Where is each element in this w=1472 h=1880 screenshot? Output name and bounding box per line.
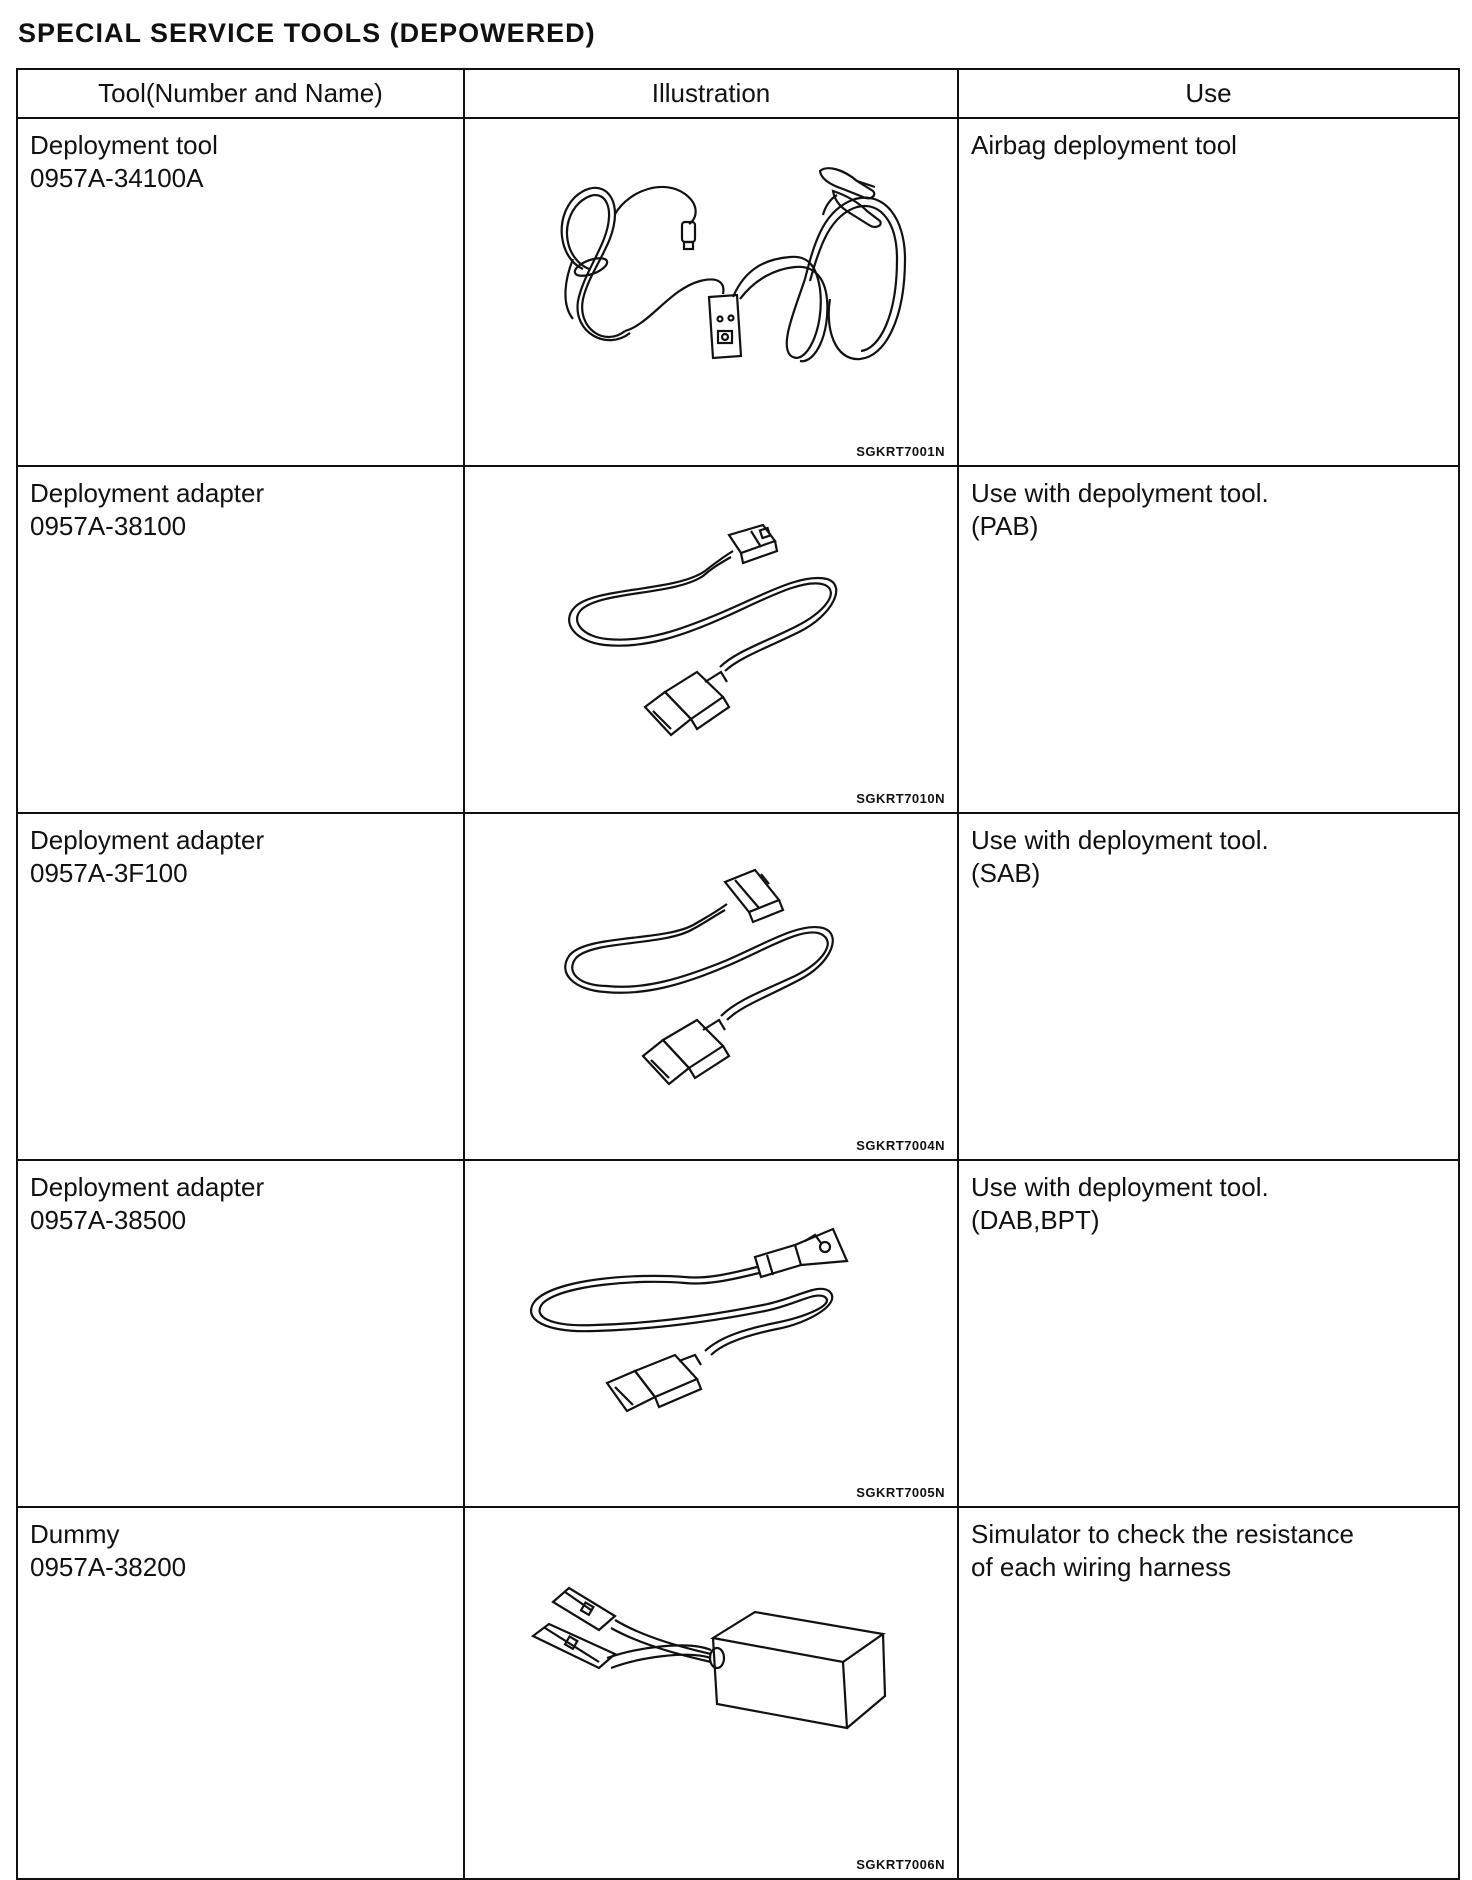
use-text: Simulator to check the resistance — [971, 1519, 1354, 1549]
illustration-cell — [464, 813, 958, 1160]
illustration-cell — [464, 466, 958, 813]
use-text: (PAB) — [971, 511, 1039, 541]
tool-name: Dummy — [30, 1519, 120, 1549]
adapter-cable-icon — [465, 467, 959, 802]
figure-code: SGKRT7004N — [856, 1138, 945, 1153]
table-row — [17, 118, 1459, 466]
tool-number: 0957A-38100 — [30, 511, 187, 541]
illustration-cell — [464, 1160, 958, 1507]
use-cell — [958, 1160, 1459, 1507]
figure-code: SGKRT7005N — [856, 1485, 945, 1500]
use-text: Airbag deployment tool — [971, 130, 1237, 160]
table-row — [17, 813, 1459, 1160]
figure-code: SGKRT7010N — [856, 791, 945, 806]
use-text: (DAB,BPT) — [971, 1205, 1100, 1235]
illustration-cell — [464, 1507, 958, 1879]
figure-code: SGKRT7006N — [856, 1857, 945, 1872]
column-header-tool: Tool(Number and Name) — [17, 69, 464, 118]
tool-number: 0957A-3F100 — [30, 858, 188, 888]
tool-cell — [17, 1160, 464, 1507]
figure-code: SGKRT7001N — [856, 444, 945, 459]
tool-number: 0957A-34100A — [30, 163, 204, 193]
tool-name: Deployment adapter — [30, 1172, 265, 1202]
table-row — [17, 466, 1459, 813]
dummy-resistor-box-icon — [465, 1508, 959, 1868]
tool-number: 0957A-38200 — [30, 1552, 187, 1582]
use-text: Use with depolyment tool. — [971, 478, 1269, 508]
tool-number: 0957A-38500 — [30, 1205, 187, 1235]
tool-name: Deployment adapter — [30, 825, 265, 855]
tool-cell — [17, 118, 464, 466]
use-cell — [958, 466, 1459, 813]
use-text: of each wiring harness — [971, 1552, 1232, 1582]
use-cell — [958, 118, 1459, 466]
use-text: Use with deployment tool. — [971, 825, 1269, 855]
special-service-tools-table — [16, 68, 1460, 1880]
column-header-use: Use — [958, 69, 1459, 118]
tool-cell — [17, 1507, 464, 1879]
adapter-cable-icon — [465, 814, 959, 1149]
use-cell — [958, 813, 1459, 1160]
table-row — [17, 1507, 1459, 1879]
tool-name: Deployment adapter — [30, 478, 265, 508]
use-cell — [958, 1507, 1459, 1879]
page-title: SPECIAL SERVICE TOOLS (DEPOWERED) — [18, 18, 596, 48]
column-header-illustration: Illustration — [464, 69, 958, 118]
tool-cell — [17, 813, 464, 1160]
table-header-row — [17, 69, 1459, 118]
use-text: (SAB) — [971, 858, 1041, 888]
adapter-cable-icon — [465, 1161, 959, 1496]
tool-name: Deployment tool — [30, 130, 218, 160]
deployment-tool-harness-icon — [465, 119, 959, 455]
use-text: Use with deployment tool. — [971, 1172, 1269, 1202]
illustration-cell — [464, 118, 958, 466]
tool-cell — [17, 466, 464, 813]
table-row — [17, 1160, 1459, 1507]
